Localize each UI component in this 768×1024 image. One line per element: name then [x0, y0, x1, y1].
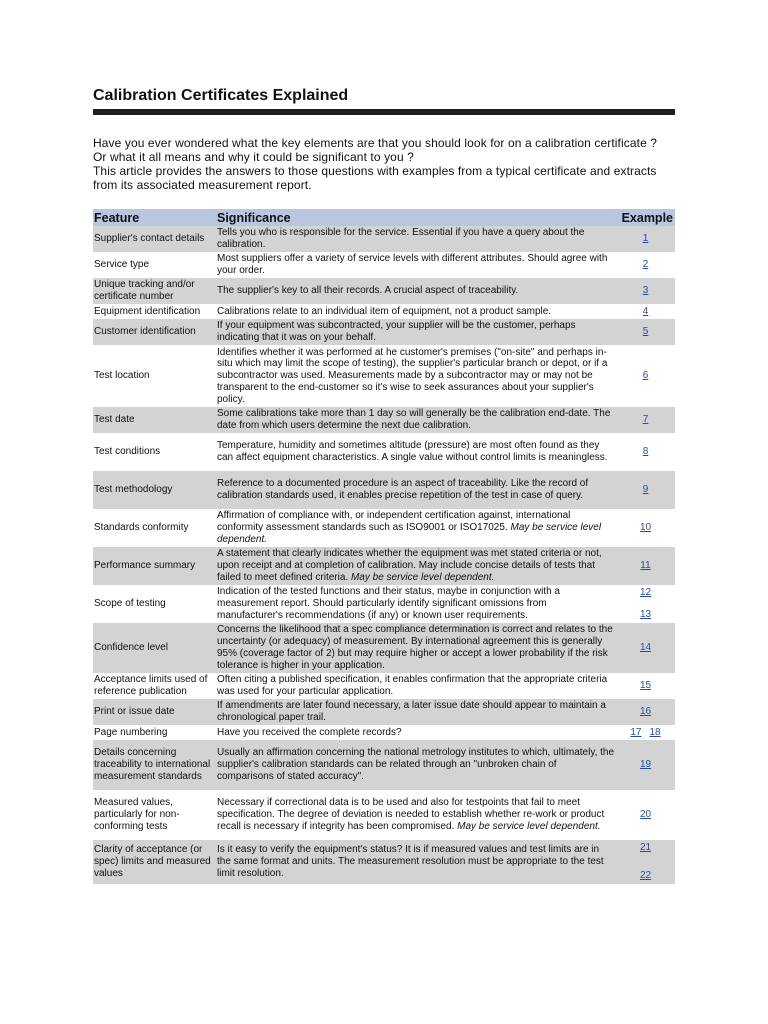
significance-cell [216, 585, 616, 623]
table-body [93, 226, 675, 884]
example-cell [616, 547, 675, 585]
table-row [93, 407, 675, 433]
significance-text: Indication of the tested functions and their status, maybe in conjunction with a measurement report. Should particularly identify significant omissions from manufacturer's recommendations (if any) or known user requirements. [217, 586, 560, 621]
significance-text: Some calibrations take more than 1 day so will generally be the calibration end-date. The date from which users determine the next due calibration. [217, 408, 611, 431]
table-row [93, 509, 675, 547]
significance-text: Is it easy to verify the equipment's status? It is if measured values and test limits are in the same format and units. The measurement resolution must be appropriate to the test limit resolution. [217, 844, 604, 879]
significance-cell [216, 345, 616, 407]
significance-text: Calibrations relate to an individual item of equipment, not a product sample. [217, 305, 552, 317]
service-level-note: May be service level dependent. [350, 571, 495, 583]
significance-cell [216, 226, 616, 252]
example-links-stack [617, 842, 674, 882]
significance-cell [216, 623, 616, 673]
significance-cell [216, 725, 616, 740]
significance-cell [216, 319, 616, 345]
table-row [93, 345, 675, 407]
table-row [93, 226, 675, 252]
example-cell [616, 433, 675, 471]
example-link[interactable]: 4 [642, 305, 649, 317]
significance-cell [216, 673, 616, 699]
service-level-note: May be service level dependent. [457, 820, 601, 832]
table-row [93, 585, 675, 623]
significance-text: The supplier's key to all their records. A crucial aspect of traceability. [217, 285, 519, 297]
example-link[interactable]: 19 [639, 759, 652, 771]
significance-text: Necessary if correctional data is to be used and also for testpoints that fail to meet specification. The degree of deviation is needed to establish whether re-work or product recall is necessary if integrity has been compromised. [217, 797, 605, 832]
table-row [93, 471, 675, 509]
example-cell [616, 623, 675, 673]
feature-cell: Test date [93, 407, 216, 433]
example-link[interactable]: 16 [639, 706, 652, 718]
significance-cell [216, 840, 616, 884]
significance-text: Reference to a documented procedure is an aspect of traceability. Like the record of calibration standards used, it enables precise repetition of the test in case of query. [217, 478, 589, 501]
page-title: Calibration Certificates Explained [93, 87, 349, 104]
significance-cell [216, 252, 616, 278]
features-table [93, 209, 675, 884]
header-feature: Feature [93, 209, 216, 226]
example-link[interactable]: 13 [639, 609, 652, 621]
example-link[interactable]: 21 [639, 842, 652, 853]
example-cell [616, 252, 675, 278]
significance-text: Identifies whether it was performed at he customer's premises ("on-site" and perhaps in-situ which may limit the scope of testing), the supplier's particular branch or depot, or if a subcontractor was used. Measurements made by a subcontractor may or may not be transparent to the end-customer so it's wise to seek assurances about your supplier's policy. [217, 346, 608, 405]
example-cell [616, 699, 675, 725]
example-link[interactable]: 2 [642, 259, 649, 271]
significance-cell [216, 699, 616, 725]
significance-cell [216, 304, 616, 319]
header-significance: Significance [216, 209, 616, 226]
significance-text: Often citing a published specification, it enables confirmation that the appropriate criteria was used for your particular application. [217, 674, 608, 697]
example-cell [616, 740, 675, 790]
example-cell [616, 509, 675, 547]
example-cell [616, 725, 675, 740]
intro-line: This article provides the answers to those questions with examples from a typical certificate and extracts from its associated measurement report. [93, 164, 657, 192]
table-row [93, 623, 675, 673]
example-links-inline [617, 727, 674, 739]
example-cell [616, 471, 675, 509]
significance-text: Usually an affirmation concerning the national metrology institutes to which, ultimately, the supplier's calibration standards can be related through an "unbroken chain of comparisons of stated accuracy". [217, 747, 615, 782]
example-link[interactable]: 9 [642, 484, 649, 496]
example-cell [616, 304, 675, 319]
feature-cell: Acceptance limits used of reference publication [93, 673, 216, 699]
feature-cell: Performance summary [93, 547, 216, 585]
example-link[interactable]: 18 [649, 726, 661, 738]
significance-text: If your equipment was subcontracted, your supplier will be the customer, perhaps indicating that it was on your behalf. [217, 320, 576, 343]
example-link[interactable]: 10 [639, 522, 652, 534]
intro-line: Or what it all means and why it could be significant to you ? [93, 150, 414, 164]
feature-cell: Customer identification [93, 319, 216, 345]
example-link[interactable]: 6 [642, 370, 649, 382]
table-row [93, 699, 675, 725]
example-link[interactable]: 17 [630, 726, 642, 738]
example-cell [616, 585, 675, 623]
example-link[interactable]: 14 [639, 642, 652, 654]
feature-cell: Supplier's contact details [93, 226, 216, 252]
document-page [93, 86, 675, 884]
table-row [93, 252, 675, 278]
table-row [93, 319, 675, 345]
significance-cell [216, 509, 616, 547]
example-links-stack [617, 587, 674, 621]
table-row [93, 725, 675, 740]
example-link[interactable]: 15 [639, 680, 652, 692]
significance-cell [216, 278, 616, 304]
example-cell [616, 278, 675, 304]
header-example: Example [616, 209, 675, 226]
feature-cell: Page numbering [93, 725, 216, 740]
example-link[interactable]: 8 [642, 446, 649, 458]
significance-cell [216, 407, 616, 433]
table-row [93, 673, 675, 699]
feature-cell: Service type [93, 252, 216, 278]
significance-text: Concerns the likelihood that a spec compliance determination is correct and relates to the uncertainty (or adequacy) of measurement. By international agreement this is generally 95% (coverage factor of 2) but may require higher or accept a lower probability if the risk tolerance is higher in your application. [217, 624, 613, 671]
significance-text: Have you received the complete records? [217, 726, 402, 738]
example-cell [616, 840, 675, 884]
title-rule [93, 109, 675, 115]
example-link[interactable]: 22 [639, 870, 652, 882]
significance-cell [216, 790, 616, 840]
intro-text [93, 136, 675, 192]
significance-cell [216, 740, 616, 790]
feature-cell: Clarity of acceptance (or spec) limits and measured values [93, 840, 216, 884]
example-cell [616, 790, 675, 840]
example-cell [616, 673, 675, 699]
significance-text: Temperature, humidity and sometimes altitude (pressure) are most often found as they can affect equipment characteristics. A single value without control limits is meaningless. [217, 440, 608, 463]
table-row [93, 547, 675, 585]
significance-cell [216, 433, 616, 471]
example-link[interactable]: 20 [639, 809, 652, 821]
table-row [93, 790, 675, 840]
example-link[interactable]: 11 [640, 560, 651, 572]
feature-cell: Measured values, particularly for non-conforming tests [93, 790, 216, 840]
table-row [93, 433, 675, 471]
significance-text: A statement that clearly indicates whether the equipment was met stated criteria or not, upon receipt and at completion of calibration. May include concise details of tests that failed to meet defined criteria. [217, 548, 602, 583]
example-link[interactable]: 7 [642, 414, 649, 426]
example-cell [616, 345, 675, 407]
feature-cell: Scope of testing [93, 585, 216, 623]
feature-cell: Details concerning traceability to international measurement standards [93, 740, 216, 790]
example-link[interactable]: 5 [642, 326, 649, 338]
significance-cell [216, 547, 616, 585]
feature-cell: Test conditions [93, 433, 216, 471]
significance-cell [216, 471, 616, 509]
table-row [93, 840, 675, 884]
example-link[interactable]: 3 [642, 285, 649, 297]
example-cell [616, 226, 675, 252]
feature-cell: Print or issue date [93, 699, 216, 725]
feature-cell: Equipment identification [93, 304, 216, 319]
significance-text: Tells you who is responsible for the service. Essential if you have a query about the calibration. [217, 227, 585, 250]
example-cell [616, 319, 675, 345]
significance-text: If amendments are later found necessary, a later issue date should appear to maintain a chronological paper trail. [217, 700, 606, 723]
feature-cell: Unique tracking and/or certificate number [93, 278, 216, 304]
example-link[interactable]: 1 [642, 233, 649, 245]
example-link[interactable]: 12 [639, 587, 652, 598]
intro-line: Have you ever wondered what the key elements are that you should look for on a calibration certificate ? [93, 136, 658, 150]
table-row [93, 304, 675, 319]
example-cell [616, 407, 675, 433]
feature-cell: Confidence level [93, 623, 216, 673]
feature-cell: Standards conformity [93, 509, 216, 547]
feature-cell: Test location [93, 345, 216, 407]
table-row [93, 278, 675, 304]
table-header-row [93, 209, 675, 226]
feature-cell: Test methodology [93, 471, 216, 509]
table-row [93, 740, 675, 790]
significance-text: Most suppliers offer a variety of service levels with different attributes. Should agree with your order. [217, 253, 608, 276]
service-level-note: May be service level dependent. [217, 522, 602, 545]
significance-text: Affirmation of compliance with, or independent certification against, international conformity assessment standards such as ISO9001 or ISO17025. [217, 510, 571, 534]
